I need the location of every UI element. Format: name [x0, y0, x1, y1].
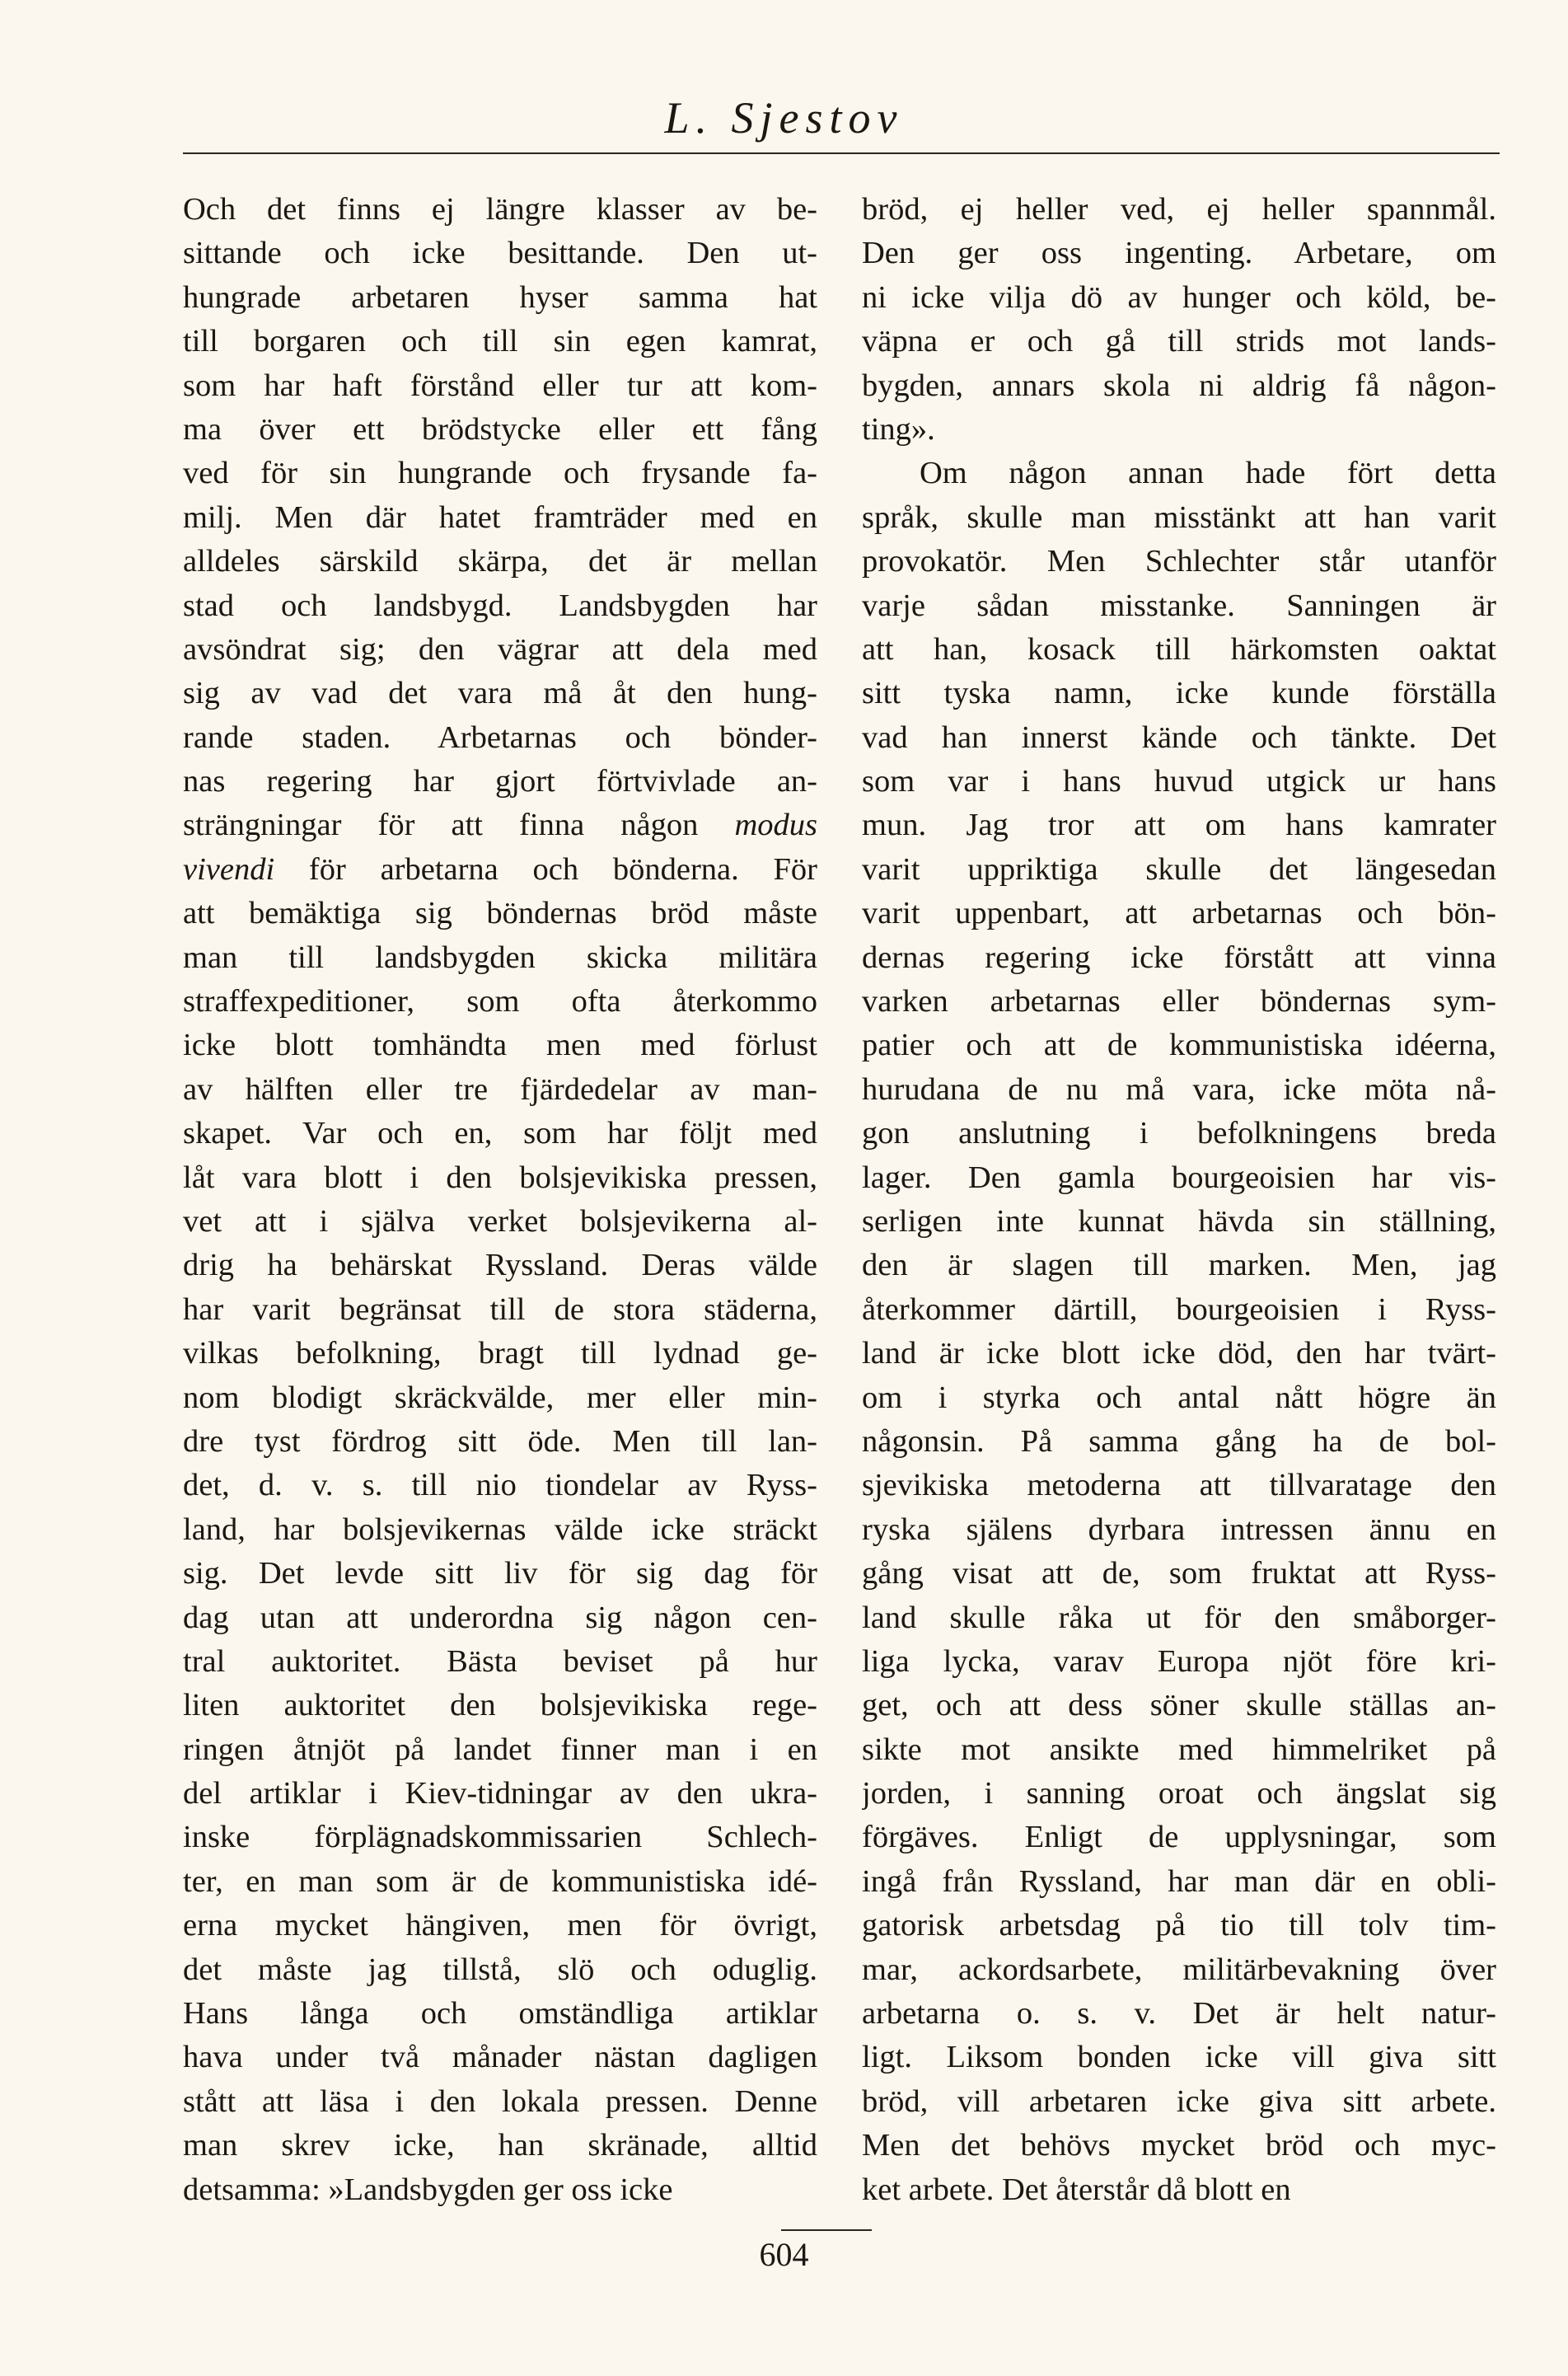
text-line: ma över ett brödstycke eller ett fång [183, 411, 817, 447]
text-line: att han, kosack till härkomsten oaktat [862, 631, 1496, 667]
text-line: bröd, ej heller ved, ej heller spannmål. [862, 192, 1496, 227]
text-line: återkommer därtill, bourgeoisien i Ryss- [862, 1291, 1496, 1327]
text-line: land skulle råka ut för den småborger- [862, 1600, 1496, 1635]
text-line: dernas regering icke förstått att vinna [862, 940, 1496, 975]
text-line: provokatör. Men Schlechter står utanför [862, 544, 1496, 579]
text-line: ryska själens dyrbara intressen ännu en [862, 1511, 1496, 1547]
text-line: som var i hans huvud utgick ur hans [862, 764, 1496, 799]
text-line: sittande och icke besittande. Den ut- [183, 236, 817, 271]
text-line: av hälften eller tre fjärdedelar av man- [183, 1071, 817, 1107]
text-line: sitt tyska namn, icke kunde förställa [862, 676, 1496, 711]
text-line: dre tyst fördrog sitt öde. Men till lan- [183, 1423, 817, 1459]
text-line: vilkas befolkning, bragt till lydnad ge- [183, 1336, 817, 1371]
text-line: vivendi för arbetarna och bönderna. För [183, 851, 817, 887]
text-line: att bemäktiga sig böndernas bröd måste [183, 896, 817, 931]
text-line: rande staden. Arbetarnas och bönder- [183, 719, 817, 755]
text-line: ter, en man som är de kommunistiska idé- [183, 1863, 817, 1899]
text-line: språk, skulle man misstänkt att han varit [862, 499, 1496, 535]
text-line: nom blodigt skräckvälde, mer eller min- [183, 1380, 817, 1415]
text-line: get, och att dess söner skulle ställas an- [862, 1688, 1496, 1723]
right-column [862, 188, 1496, 2212]
text-line: stad och landsbygd. Landsbygden har [183, 588, 817, 623]
text-line: väpna er och gå till strids mot lands- [862, 324, 1496, 359]
text-line: mar, ackordsarbete, militärbevakning över [862, 1952, 1496, 1987]
text-line: icke blott tomhändta men med förlust [183, 1028, 817, 1063]
text-line: inske förplägnadskommissarien Schlech- [183, 1820, 817, 1855]
text-line: detsamma: »Landsbygden ger oss icke [183, 2172, 673, 2207]
text-line: varken arbetarnas eller böndernas sym- [862, 984, 1496, 1019]
text-line: patier och att de kommunistiska idéerna, [862, 1028, 1496, 1063]
text-line: Men det behövs mycket bröd och myc- [862, 2128, 1496, 2163]
text-line: hurudana de nu må vara, icke möta nå- [862, 1071, 1496, 1107]
text-line: sikte mot ansikte med himmelriket på [862, 1732, 1496, 1767]
text-line: bygden, annars skola ni aldrig få någon- [862, 368, 1496, 403]
text-line: man till landsbygden skicka militära [183, 940, 817, 975]
text-line: varit uppenbart, att arbetarnas och bön- [862, 896, 1496, 931]
text-line: förgäves. Enligt de upplysningar, som [862, 1820, 1496, 1855]
text-line: lager. Den gamla bourgeoisien har vis- [862, 1160, 1496, 1195]
text-line: sig av vad det vara må åt den hung- [183, 676, 817, 711]
running-head: L. Sjestov [664, 93, 904, 143]
text-line: varit uppriktiga skulle det längesedan [862, 851, 1496, 887]
text-line: det, d. v. s. till nio tiondelar av Ryss- [183, 1468, 817, 1503]
text-line: varje sådan misstanke. Sanningen är [862, 588, 1496, 623]
text-line: ligt. Liksom bonden icke vill giva sitt [862, 2040, 1496, 2075]
text-line: land, har bolsjevikernas välde icke sträckt [183, 1511, 817, 1547]
text-line: sjevikiska metoderna att tillvaratage den [862, 1468, 1496, 1503]
text-line: ved för sin hungrande och frysande fa- [183, 456, 817, 491]
text-line: om i styrka och antal nått högre än [862, 1380, 1496, 1415]
text-line: jorden, i sanning oroat och ängslat sig [862, 1776, 1496, 1811]
text-line: gatorisk arbetsdag på tio till tolv tim- [862, 1908, 1496, 1943]
text-line: det måste jag tillstå, slö och oduglig. [183, 1952, 817, 1987]
text-line: ingå från Ryssland, har man där en obli- [862, 1863, 1496, 1899]
text-line: serligen inte kunnat hävda sin ställning, [862, 1203, 1496, 1239]
text-line: Och det finns ej längre klasser av be- [183, 192, 817, 227]
page-number: 604 [759, 2236, 809, 2273]
text-line: arbetarna o. s. v. Det är helt natur- [862, 1996, 1496, 2032]
text-line: vet att i själva verket bolsjevikerna al- [183, 1203, 817, 1239]
text-line: erna mycket hängiven, men för övrigt, [183, 1908, 817, 1943]
text-line: man skrev icke, han skränade, alltid [183, 2128, 817, 2163]
text-line: gång visat att de, som fruktat att Ryss- [862, 1556, 1496, 1591]
text-line: ringen åtnjöt på landet finner man i en [183, 1732, 817, 1767]
text-line: ket arbete. Det återstår då blott en [862, 2172, 1291, 2207]
text-line: liten auktoritet den bolsjevikiska rege- [183, 1688, 817, 1723]
text-line: dag utan att underordna sig någon cen- [183, 1600, 817, 1635]
text-line: låt vara blott i den bolsjevikiska pressen, [183, 1160, 817, 1195]
text-line: hungrade arbetaren hyser samma hat [183, 279, 817, 315]
text-line: vad han innerst kände och tänkte. Det [862, 719, 1496, 755]
text-line: stått att läsa i den lokala pressen. Denne [183, 2083, 817, 2119]
text-line: milj. Men där hatet framträder med en [183, 499, 817, 535]
text-line: gon anslutning i befolkningens breda [862, 1116, 1496, 1151]
text-line: bröd, vill arbetaren icke giva sitt arbete. [862, 2083, 1496, 2119]
text-line: land är icke blott icke död, den har tvärt- [862, 1336, 1496, 1371]
text-line: strängningar för att finna någon modus [183, 808, 817, 843]
text-line: till borgaren och till sin egen kamrat, [183, 324, 817, 359]
text-line: hava under två månader nästan dagligen [183, 2040, 817, 2075]
text-line: har varit begränsat till de stora städerna, [183, 1291, 817, 1327]
text-line: del artiklar i Kiev-tidningar av den ukra- [183, 1776, 817, 1811]
text-line: som har haft förstånd eller tur att kom- [183, 368, 817, 403]
text-line: någonsin. På samma gång ha de bol- [862, 1423, 1496, 1459]
text-line: ting». [862, 411, 935, 447]
folio-rule [781, 2229, 872, 2231]
text-line: mun. Jag tror att om hans kamrater [862, 808, 1496, 843]
text-line: avsöndrat sig; den vägrar att dela med [183, 631, 817, 667]
text-line: sig. Det levde sitt liv för sig dag för [183, 1556, 817, 1591]
text-line: alldeles särskild skärpa, det är mellan [183, 544, 817, 579]
text-line: ni icke vilja dö av hunger och köld, be- [862, 279, 1496, 315]
header-rule [183, 152, 1500, 154]
text-line: tral auktoritet. Bästa beviset på hur [183, 1643, 817, 1679]
text-line: nas regering har gjort förtvivlade an- [183, 764, 817, 799]
text-line: Om någon annan hade fört detta [920, 456, 1496, 491]
left-column [183, 188, 817, 2212]
text-line: drig ha behärskat Ryssland. Deras välde [183, 1248, 817, 1283]
text-line: straffexpeditioner, som ofta återkommo [183, 984, 817, 1019]
text-line: den är slagen till marken. Men, jag [862, 1248, 1496, 1283]
text-line: Hans långa och omständliga artiklar [183, 1996, 817, 2032]
text-line: skapet. Var och en, som har följt med [183, 1116, 817, 1151]
text-line: Den ger oss ingenting. Arbetare, om [862, 236, 1496, 271]
text-line: liga lycka, varav Europa njöt före kri- [862, 1643, 1496, 1679]
